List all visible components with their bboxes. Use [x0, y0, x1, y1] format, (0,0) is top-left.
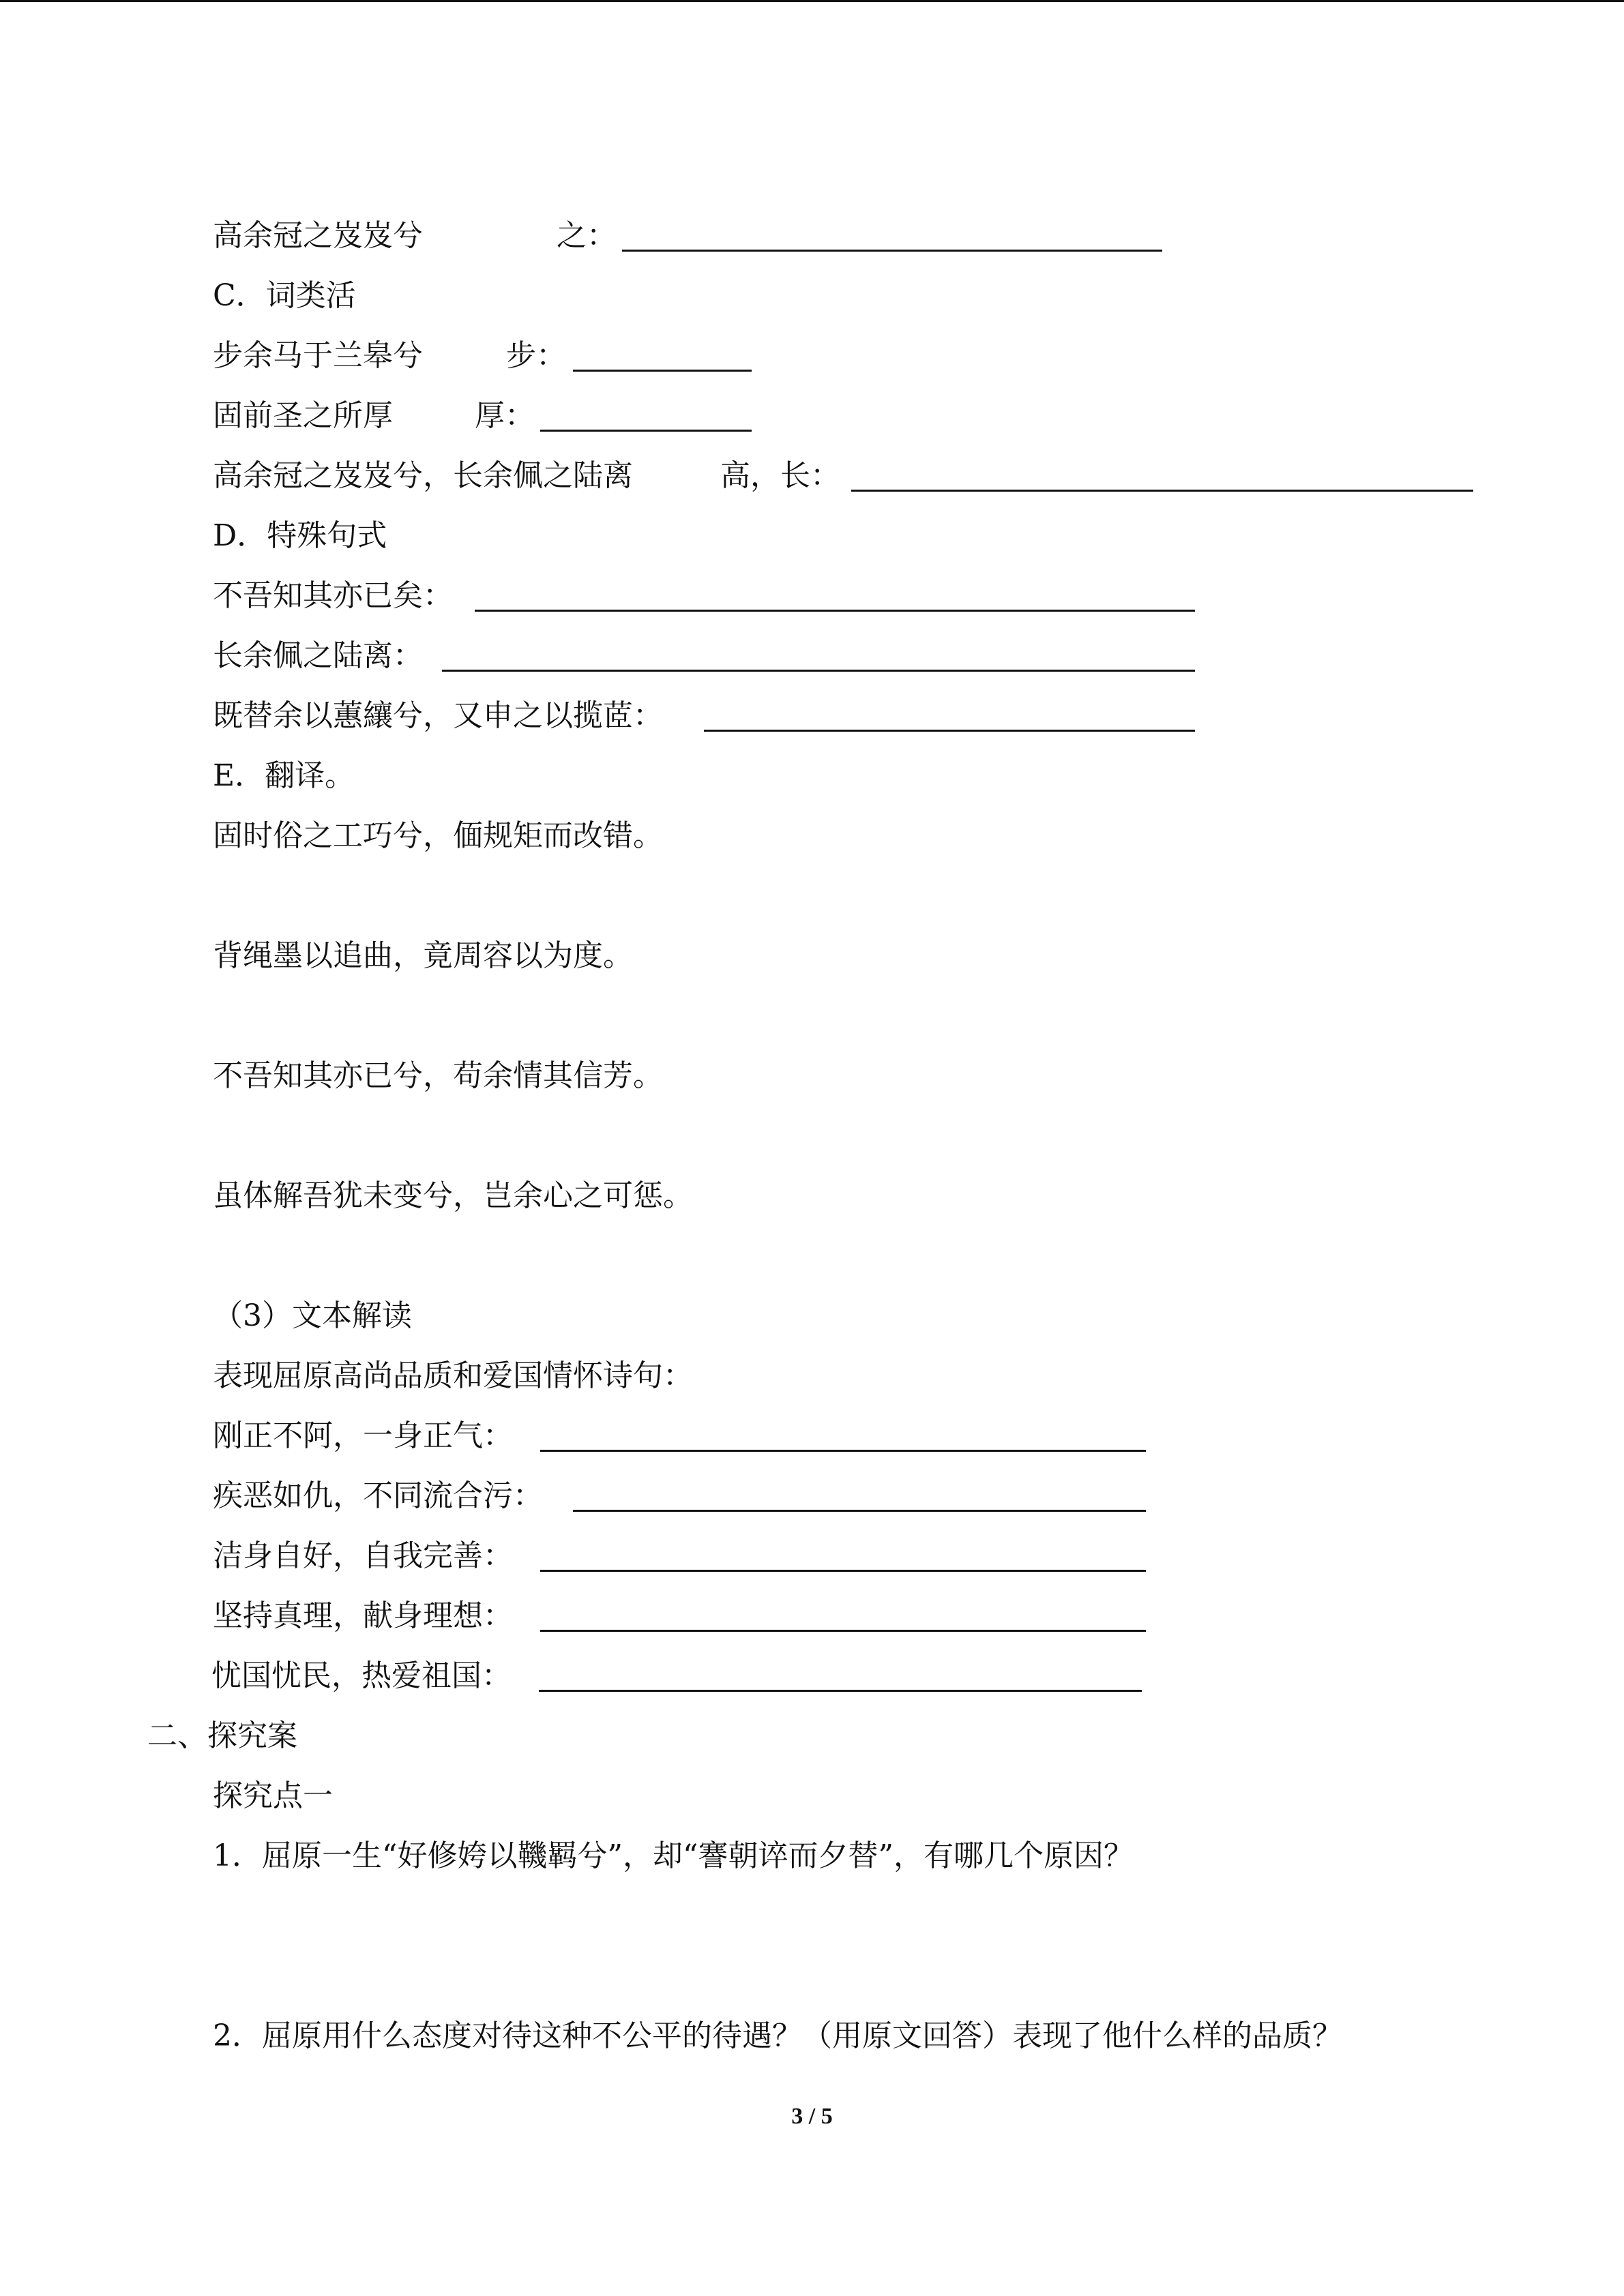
answer-blank[interactable]	[540, 1630, 1146, 1632]
question-2: 2．屈原用什么态度对待这种不公平的待遇？（用原文回答）表现了他什么样的品质？	[213, 2018, 1342, 2053]
answer-blank[interactable]	[573, 1510, 1146, 1512]
answer-blank[interactable]	[540, 430, 752, 432]
e-sentence-2: 背绳墨以追曲，竟周容以为度。	[213, 938, 633, 973]
b-sentence-1: 高余冠之岌岌兮	[213, 218, 423, 253]
quote-item-2: 疾恶如仇，不同流合污：	[213, 1478, 543, 1513]
d-item-2: 长余佩之陆离：	[213, 638, 423, 673]
c-sentence-3: 高余冠之岌岌兮，长余佩之陆离	[213, 458, 633, 493]
answer-blank[interactable]	[442, 670, 1195, 672]
d-heading: D．特殊句式	[213, 518, 387, 553]
e-sentence-4: 虽体解吾犹未变兮，岂余心之可惩。	[213, 1178, 693, 1213]
c-label-3: 高，长：	[720, 458, 840, 493]
section-3-intro: 表现屈原高尚品质和爱国情怀诗句：	[213, 1358, 693, 1393]
part-two-heading: 二、探究案	[147, 1718, 297, 1753]
page-number: 3 / 5	[791, 2104, 833, 2129]
c-sentence-2: 固前圣之所厚	[213, 398, 393, 433]
answer-blank[interactable]	[540, 1570, 1146, 1572]
answer-blank[interactable]	[704, 730, 1195, 732]
inquiry-point-1: 探究点一	[213, 1778, 333, 1813]
answer-blank[interactable]	[539, 1690, 1142, 1692]
quote-item-1: 刚正不阿，一身正气：	[213, 1418, 513, 1453]
quote-item-4: 坚持真理，献身理想：	[213, 1598, 513, 1633]
b-label-1: 之：	[557, 218, 617, 253]
quote-item-5: 忧国忧民，热爱祖国：	[211, 1658, 512, 1693]
answer-blank[interactable]	[851, 490, 1473, 492]
answer-blank[interactable]	[475, 610, 1195, 612]
section-3-heading: （3）文本解读	[213, 1298, 412, 1333]
e-sentence-1: 固时俗之工巧兮，偭规矩而改错。	[213, 818, 663, 853]
top-border	[0, 0, 1624, 2]
c-sentence-1: 步余马于兰皋兮	[213, 338, 423, 373]
answer-blank[interactable]	[540, 1450, 1146, 1452]
question-1: 1．屈原一生“好修姱以鞿羁兮”，却“謇朝谇而夕替”，有哪几个原因？	[213, 1838, 1134, 1873]
c-label-2: 厚：	[475, 398, 535, 433]
c-label-1: 步：	[506, 338, 566, 373]
answer-blank[interactable]	[573, 370, 752, 372]
c-heading: C．词类活	[213, 278, 356, 313]
quote-item-3: 洁身自好，自我完善：	[213, 1538, 513, 1573]
answer-blank[interactable]	[622, 250, 1162, 252]
d-item-1: 不吾知其亦已矣：	[213, 578, 453, 613]
e-heading: E．翻译。	[213, 758, 355, 793]
e-sentence-3: 不吾知其亦已兮，苟余情其信芳。	[213, 1058, 663, 1093]
d-item-3: 既替余以蕙纕兮，又申之以揽茝：	[213, 698, 663, 733]
